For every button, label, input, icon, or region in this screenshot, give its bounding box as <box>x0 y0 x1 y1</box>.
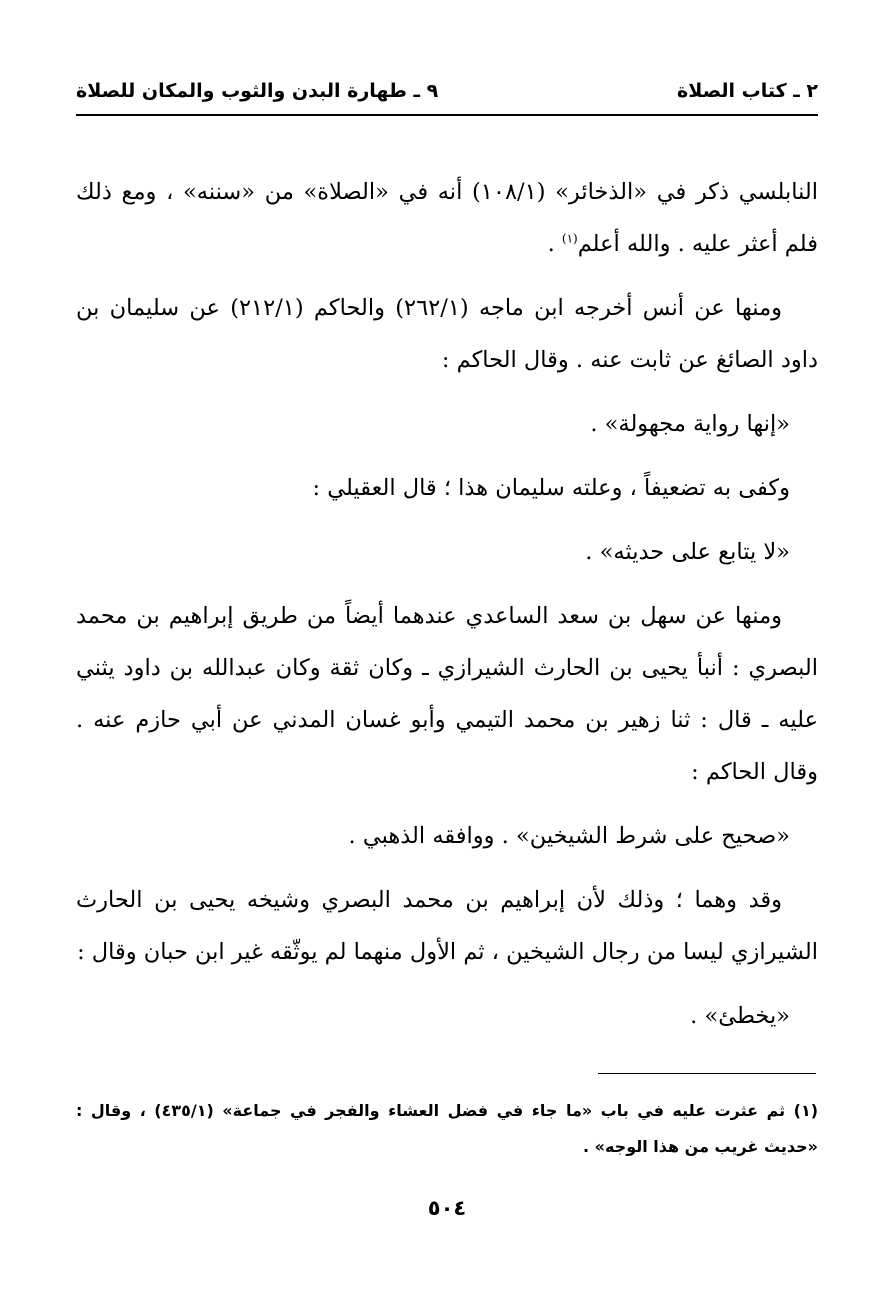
paragraph-3: وكفى به تضعيفاً ، وعلته سليمان هذا ؛ قال العقيلي : <box>312 475 790 501</box>
footnotes <box>76 1093 818 1165</box>
paragraph-2: ومنها عن أنس أخرجه ابن ماجه (٢٦٢/١) والحاكم (٢١٢/١) عن سليمان بن داود الصائغ عن ثابت عنه . وقال الحاكم : <box>76 295 818 373</box>
paragraph-4: ومنها عن سهل بن سعد الساعدي عندهما أيضاً من طريق إبراهيم بن محمد البصري : أنبأ يحيى بن الحارث الشيرازي ـ وكان ثقة وكان عبدالله بن داود يثني عليه ـ قال : ثنا زهير بن محمد التيمي وأبو غسان المدني عن أبي حازم عنه . وقال الحاكم : <box>76 603 818 785</box>
paragraph-1-end: . <box>547 231 562 257</box>
header-section: ٩ ـ طهارة البدن والثوب والمكان للصلاة <box>76 80 439 102</box>
quote-4: «يخطئ» . <box>690 1003 790 1029</box>
quote-3: «صحيح على شرط الشيخين» . ووافقه الذهبي . <box>348 823 790 849</box>
footnote-divider <box>598 1073 816 1074</box>
paragraph-1 <box>76 166 818 270</box>
running-header <box>76 74 818 108</box>
header-chapter: ٢ ـ كتاب الصلاة <box>677 80 818 102</box>
header-divider <box>76 114 818 116</box>
footnote-1: (١) ثم عثرت عليه في باب «ما جاء في فضل العشاء والفجر في جماعة» (٤٣٥/١) ، وقال : «حديث غريب من هذا الوجه» . <box>76 1101 819 1156</box>
quote-2: «لا يتابع على حديثه» . <box>585 539 790 565</box>
paragraph-1-text: النابلسي ذكر في «الذخائر» (١٠٨/١) أنه في «الصلاة» من «سننه» ، ومع ذلك فلم أعثر عليه . والله أعلم <box>76 179 818 257</box>
main-text <box>76 166 818 1042</box>
page-number: ٥٠٤ <box>427 1196 467 1220</box>
paragraph-5: وقد وهما ؛ وذلك لأن إبراهيم بن محمد البصري وشيخه يحيى بن الحارث الشيرازي ليسا من رجال الشيخين ، ثم الأول منهما لم يوثّقه غير ابن حبان وقال : <box>76 887 818 965</box>
footnote-reference[interactable]: (١) <box>561 231 578 246</box>
quote-1: «إنها رواية مجهولة» . <box>590 411 790 437</box>
